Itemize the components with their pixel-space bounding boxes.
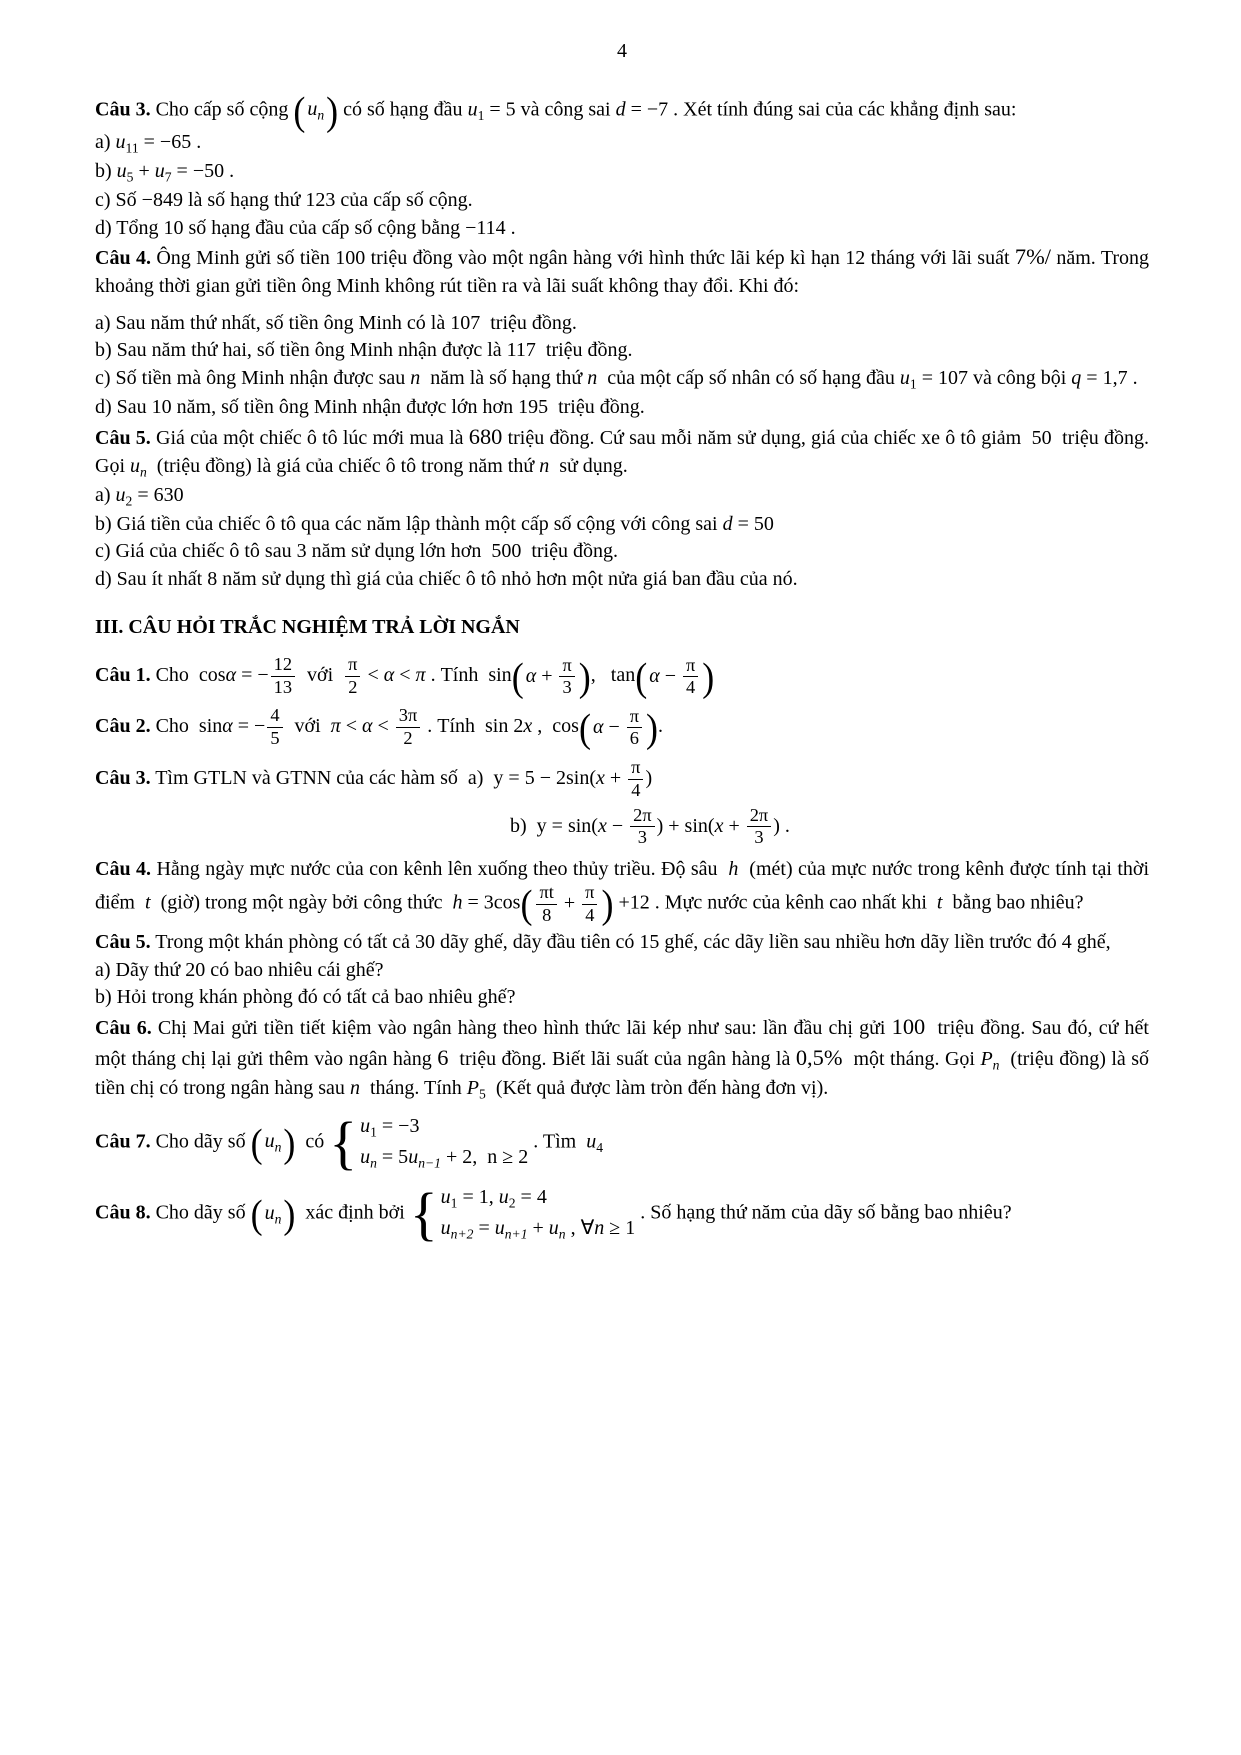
emphasized-number: 100 [891,1013,926,1039]
text-run: = −7 . Xét tính đúng sai của các khẳng định sau: [625,98,1017,121]
question-3-item-b [95,158,1149,187]
fraction-denominator: 4 [631,779,641,800]
math-variable: u [360,1114,371,1137]
bold-text: Câu 6. [95,1016,152,1039]
text-run: với [284,715,331,738]
text-run: + [604,767,627,790]
section-heading [95,614,1149,642]
subscript: n [274,1210,282,1226]
text-run: ≥ 1 [604,1217,636,1240]
subscript: 7 [164,169,172,185]
text-run: (giờ) trong một ngày bởi công thức [150,891,453,914]
parenthesized-expression [635,656,714,698]
math-variable: u [467,98,478,121]
math-variable: x [596,767,605,790]
text-run: − [606,815,629,837]
text-run: Cho dãy số [150,1201,251,1224]
math-variable: n [587,367,598,390]
left-paren-symbol: ( [250,1120,263,1166]
text-run: +12 . Mực nước của kênh cao nhất khi [613,891,937,914]
fraction-denominator: 4 [686,677,696,698]
left-brace-symbol: { [329,1109,358,1176]
fraction [627,707,642,749]
fraction [559,656,574,698]
paren-content [263,1200,284,1229]
text-run: − [659,664,681,687]
text-run: năm. Trong khoảng thời gian gửi tiền ông Minh không rút tiền ra và lãi suất không thay đổi. Khi đó: [95,247,1154,298]
text-run: triệu đồng. Biết lãi suất của ngân hàng là [448,1047,796,1070]
text-run: với [297,664,344,687]
question-5-item-a [95,482,1149,511]
text-run: + [558,892,581,915]
text-run: = −50 . [171,160,235,183]
question-3-item-a [95,129,1149,158]
question-5-item-c [95,538,1149,566]
math-variable: u [307,98,318,121]
text-run: , ∀ [565,1217,595,1240]
fraction-numerator: π [559,656,574,677]
math-variable: P [980,1047,993,1070]
right-paren-symbol: ) [283,1191,296,1237]
math-variable: α [525,664,537,687]
text-run: < [362,664,384,687]
math-variable: u [899,367,910,390]
text-run: , tan [590,664,636,687]
math-variable: u [548,1217,559,1240]
short-answer-question-5 [95,929,1149,957]
math-variable: u [116,160,127,183]
fraction-numerator: π [345,655,360,676]
question-4-item-c [95,365,1149,394]
fraction [271,655,295,697]
subscript: 2 [125,493,133,509]
text-run: c) Giá của chiếc ô tô sau 3 năm sử dụng lớn hơn 500 triệu đồng. [95,540,618,563]
math-variable: n [594,1217,605,1240]
fraction-denominator: 13 [273,676,293,697]
text-run: a) [95,483,116,506]
text-run: = −65 . [138,131,202,153]
text-run: . Tính sin [425,664,512,687]
math-variable: u [586,1130,597,1153]
text-run: Chị Mai gửi tiền tiết kiệm vào ngân hàng theo hình thức lãi kép như sau: lần đầu chị gửi [151,1016,892,1039]
text-run: ) + sin( [656,815,715,837]
math-variable: u [264,1130,275,1153]
fraction [630,806,654,848]
text-run: (triệu đồng) là số tiền chị có trong ngân hàng sau [95,1047,1155,1099]
math-variable: π [415,664,426,687]
cases-system [329,1109,529,1176]
text-run: = 1,7 . [1081,367,1138,390]
text-run: năm là số hạng thứ [420,367,588,390]
text-run: triệu đồng. Sau đó, cứ hết một tháng chị lại gửi thêm vào ngân hàng [95,1016,1154,1070]
bold-text: Câu 2. [95,715,151,738]
math-variable: P [466,1076,480,1099]
question-4-item-a [95,310,1149,338]
fraction-numerator: π [627,707,642,728]
text-run: ) . [773,815,790,837]
text-run: + [527,1217,549,1240]
emphasized-number: 6 [437,1044,449,1070]
question-3-item-d [95,215,1149,243]
fraction [536,883,556,925]
short-answer-question-5a [95,957,1149,985]
text-run: (Kết quả được làm tròn đến hàng đơn vị). [485,1076,829,1099]
text-run: (triệu đồng) là giá của chiếc ô tô trong năm thứ [146,454,540,477]
subscript: 11 [125,140,139,156]
text-run: = 5 và công sai [484,98,616,121]
text-run: < [340,715,362,738]
left-paren-symbol: ( [293,88,306,134]
subscript: 1 [450,1195,458,1211]
text-run: = 107 và công bội [916,367,1072,390]
math-variable: α [361,715,373,738]
fraction-numerator: π [628,758,643,779]
text-run: (mét) của mực nước trong kênh được tính tại thời điểm [95,857,1155,914]
paren-content [524,656,579,698]
math-variable: α [383,664,395,687]
math-variable: d [615,98,626,121]
text-run: = −3 [376,1114,420,1137]
question-4-item-b [95,337,1149,365]
bold-text: Câu 4. [95,857,152,880]
left-brace-symbol: { [409,1180,438,1247]
fraction-denominator: 3 [754,827,764,848]
text-run: < [372,715,394,738]
math-variable: x [523,715,533,738]
math-variable: x [597,815,607,837]
text-run: b) Giá tiền của chiếc ô tô qua các năm lập thành một cấp số cộng với công sai [95,512,723,535]
subscript: n [558,1226,566,1242]
fraction-numerator: 2π [747,806,771,827]
fraction [267,706,282,748]
text-run: bằng bao nhiêu? [942,891,1084,914]
subscript: 1 [477,107,485,123]
paren-content [647,656,702,698]
subscript: 4 [596,1139,603,1155]
fraction [582,883,597,925]
subscript: n+1 [504,1226,528,1242]
fraction-denominator: 5 [270,727,280,748]
fraction-denominator: 8 [542,904,552,925]
text-run: = 4 [515,1186,547,1208]
question-3-item-c [95,187,1149,215]
math-variable: x [714,815,724,837]
cases-lines [360,1113,528,1173]
fraction-denominator: 3 [637,827,647,848]
math-variable: α [592,715,604,738]
paren-content [532,883,601,925]
short-answer-question-1 [95,655,1149,697]
fraction-denominator: 3 [562,677,572,698]
fraction-numerator: π [683,656,698,677]
fraction [345,655,360,697]
fraction-denominator: 6 [629,728,639,749]
text-run: = 630 [132,483,184,506]
paren-content [263,1128,284,1157]
bold-text: Câu 7. [95,1130,151,1153]
math-variable: h [452,891,463,914]
text-run: b) y = sin( [510,815,598,837]
paren-content [591,707,646,749]
math-variable: t [936,891,943,914]
math-variable: t [145,891,151,914]
fraction [747,806,771,848]
text-run: b) Sau năm thứ hai, số tiền ông Minh nhận được là 117 triệu đồng. [95,339,633,362]
text-run: của một cấp số nhân có số hạng đầu [597,367,900,390]
left-paren-symbol: ( [520,881,533,927]
math-variable: α [225,664,237,687]
cases-line [441,1184,636,1213]
math-variable: n [410,367,421,390]
bold-text: Câu 5. [95,426,151,449]
short-answer-question-3 [95,758,1149,800]
math-variable: u [440,1186,451,1208]
subscript: 1 [370,1124,377,1140]
page-number: 4 [617,40,627,62]
math-variable: u [494,1217,505,1240]
math-variable: π [330,715,341,738]
subscript: 5 [126,169,134,185]
bold-text: Câu 3. [95,767,151,790]
fraction [628,758,643,800]
parenthesized-expression [293,88,339,134]
text-run: d) Tổng 10 số hạng đầu của cấp số cộng bằng −114 . [95,216,516,239]
question-4-stem [95,242,1154,301]
subscript: n [370,1155,377,1171]
subscript: n [140,464,147,479]
math-variable: u [130,454,140,477]
text-run: b) [95,160,117,183]
text-run: = 1, [457,1186,499,1208]
parenthesized-expression [512,656,591,698]
short-answer-question-8 [95,1182,1149,1246]
math-variable: u [154,160,165,183]
parenthesized-expression [520,883,613,925]
text-run: d) Sau 10 năm, số tiền ông Minh nhận được lớn hơn 195 triệu đồng. [95,396,645,419]
left-paren-symbol: ( [578,705,591,751]
emphasized-number: 0,5% [795,1044,843,1070]
text-run: có số hạng đầu [338,98,468,121]
question-5-item-d [95,566,1149,594]
fraction-denominator: 2 [348,676,358,697]
text-run: + [536,664,558,687]
text-run: c) Số −849 là số hạng thứ 123 của cấp số cộng. [95,189,473,212]
text-run: = − [232,715,266,738]
subscript: n+2 [450,1226,474,1242]
fraction [683,656,698,698]
fraction-numerator: πt [536,883,556,904]
subscript: n [992,1056,1000,1072]
fraction-numerator: 4 [267,706,282,727]
paren-content [305,96,326,125]
math-variable: α [649,664,660,687]
text-run: . [658,715,664,738]
text-run: . Tìm [528,1130,587,1153]
text-run: Ông Minh gửi số tiền 100 triệu đồng vào một ngân hàng với hình thức lãi kép kì hạn 12 tháng với lãi suất [150,247,1015,270]
subscript: n [274,1139,282,1155]
short-answer-question-7 [95,1111,1149,1175]
subscript: 5 [479,1086,486,1102]
math-variable: u [498,1186,509,1208]
math-variable: u [440,1217,451,1240]
short-answer-question-5b [95,984,1149,1012]
text-run: ) [645,767,653,790]
math-variable: u [115,483,126,506]
left-paren-symbol: ( [511,654,524,699]
emphasized-number: 7%/ [1014,244,1051,270]
bold-text: Câu 5. [95,930,151,953]
right-paren-symbol: ) [283,1120,296,1166]
math-variable: u [360,1145,371,1168]
text-run: Cho cấp số cộng [150,98,294,121]
text-run: = 3cos [462,891,521,914]
parenthesized-expression [250,1191,296,1237]
text-run: − [603,715,625,738]
left-paren-symbol: ( [635,654,648,699]
math-variable: α [222,715,233,738]
cases-line [441,1215,636,1244]
emphasized-number: 680 [468,423,503,449]
math-variable: n [349,1076,360,1099]
text-run: một tháng. Gọi [842,1047,981,1070]
bold-text: Câu 1. [95,664,151,687]
text-run: triệu đồng. Cứ sau mỗi năm sử dụng, giá của chiếc xe ô tô giảm 50 triệu đồng. Gọi [95,426,1154,477]
math-variable: n [539,454,550,477]
cases-lines [441,1184,636,1244]
question-5-item-b [95,511,1149,539]
math-variable: d [722,512,733,535]
question-3-stem [95,88,1149,134]
right-paren-symbol: ) [326,88,339,134]
text-run: xác định bởi [295,1201,410,1224]
bold-text: III. CÂU HỎI TRẮC NGHIỆM TRẢ LỜI NGẮN [95,615,520,638]
text-run: Trong một khán phòng có tất cả 30 dãy ghế, dãy đầu tiên có 15 ghế, các dãy liền sau nhiều hơn dãy liền trước đó 4 ghế, [150,930,1111,953]
math-variable: u [408,1145,419,1168]
text-run: a) Dãy thứ 20 có bao nhiêu cái ghế? [95,958,384,981]
text-run: Tìm GTLN và GTNN của các hàm số a) y = 5 − 2sin( [150,767,596,790]
cases-system [409,1180,636,1247]
cases-line [360,1113,528,1142]
math-variable: u [264,1201,275,1224]
text-run: Hằng ngày mực nước của con kênh lên xuống theo thủy triều. Độ sâu [151,857,729,880]
text-run: , cos [532,715,579,738]
fraction-numerator: π [582,883,597,904]
text-run: a) Sau năm thứ nhất, số tiền ông Minh có là 107 triệu đồng. [95,311,577,334]
text-run: có [295,1130,330,1153]
bold-text: Câu 4. [95,247,151,270]
text-run: sử dụng. [549,454,628,477]
text-run: Giá của một chiếc ô tô lúc mới mua là [150,426,469,449]
fraction-denominator: 4 [585,904,595,925]
text-run: . Tính sin 2 [422,715,524,738]
right-paren-symbol: ) [601,881,614,927]
cases-line [360,1144,528,1173]
question-4-item-d [95,394,1149,422]
left-paren-symbol: ( [250,1191,263,1237]
text-run: tháng. Tính [359,1076,467,1099]
fraction-numerator: 2π [630,806,654,827]
fraction-numerator: 12 [271,655,295,676]
fraction-denominator: 2 [403,727,413,748]
math-variable: h [728,857,739,880]
text-run: Cho cos [150,664,226,687]
text-run: a) [95,131,116,153]
text-run: b) Hỏi trong khán phòng đó có tất cả bao nhiêu ghế? [95,986,516,1009]
subscript: n [317,107,325,123]
text-run: = − [236,664,269,687]
subscript: 1 [909,376,917,392]
bold-text: Câu 8. [95,1201,151,1224]
text-run: + 2, n ≥ 2 [440,1145,529,1168]
text-run: < [394,664,416,687]
short-answer-question-2 [95,705,1149,751]
math-variable: u [115,131,126,153]
document-content [95,88,1155,1247]
right-paren-symbol: ) [702,654,715,699]
short-answer-question-6 [95,1012,1155,1104]
subscript: n−1 [418,1155,441,1171]
text-run: Cho dãy số [150,1130,251,1153]
question-5-stem [95,422,1154,482]
text-run: = 5 [376,1145,409,1168]
right-paren-symbol: ) [646,705,659,751]
text-run: c) Số tiền mà ông Minh nhận được sau [95,367,411,390]
fraction-numerator: 3π [396,706,420,727]
bold-text: Câu 3. [95,98,151,121]
text-run: d) Sau ít nhất 8 năm sử dụng thì giá của chiếc ô tô nhỏ hơn một nửa giá ban đầu của nó. [95,568,798,591]
right-paren-symbol: ) [578,654,591,699]
text-run: + [723,815,745,837]
parenthesized-expression [250,1120,296,1166]
parenthesized-expression [579,707,658,749]
text-run: + [133,160,155,183]
text-run: = 50 [732,512,774,535]
text-run: . Số hạng thứ năm của dãy số bằng bao nhiêu? [635,1201,1012,1224]
text-run: = [473,1217,495,1240]
text-run: Cho sin [150,715,223,738]
math-variable: q [1071,367,1082,390]
short-answer-question-4 [95,856,1155,927]
subscript: 2 [508,1195,516,1211]
short-answer-question-3b [95,806,1149,848]
fraction [396,706,420,748]
